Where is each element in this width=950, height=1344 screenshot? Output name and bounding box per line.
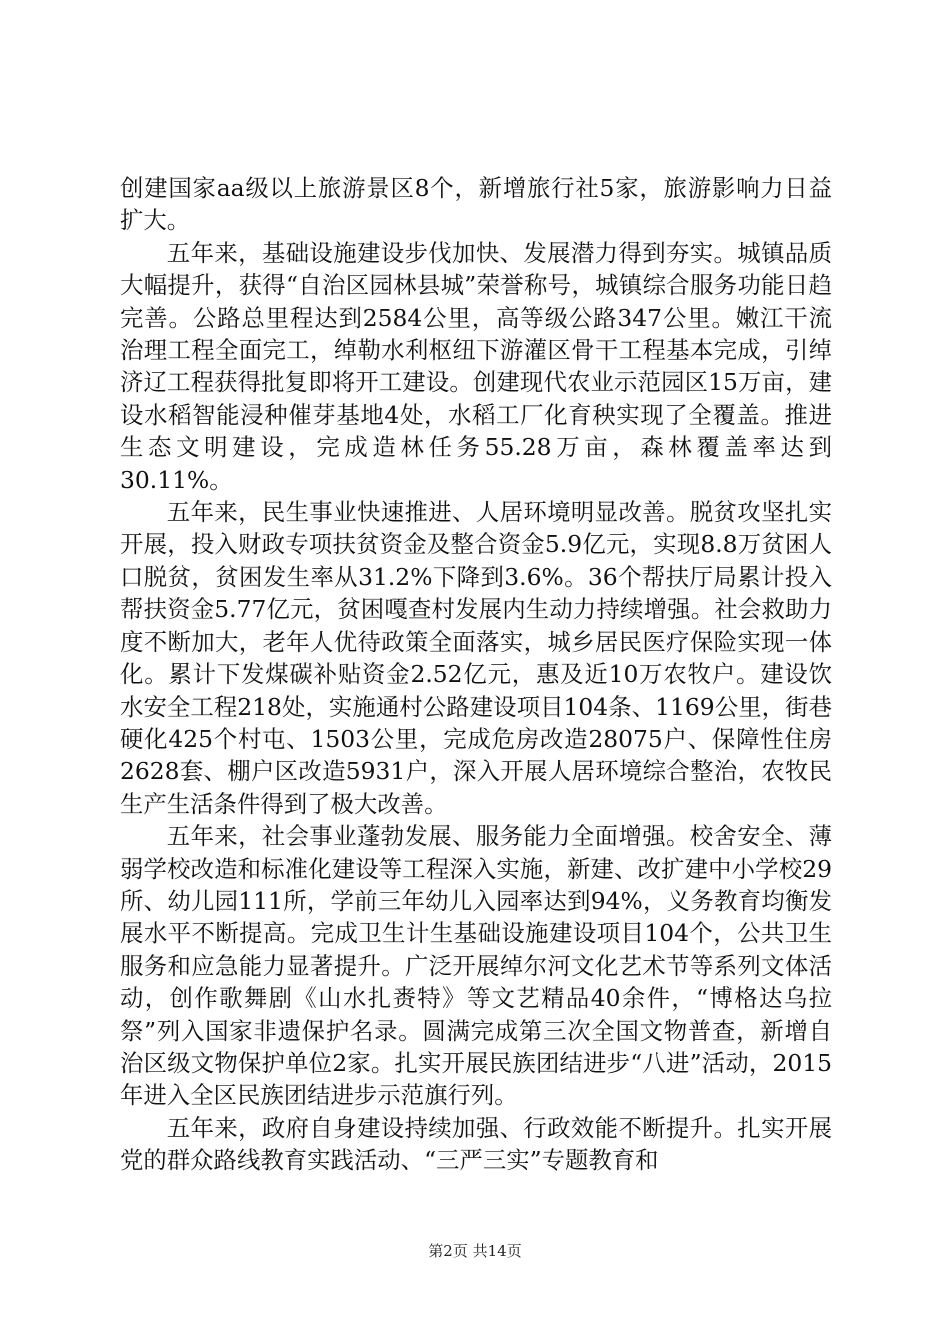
document-body xyxy=(120,172,832,1177)
paragraph-5: 五年来，政府自身建设持续加强、行政效能不断提升。扎实开展党的群众路线教育实践活动、“三严三实”专题教育和 xyxy=(120,1113,832,1175)
paragraph-1: 创建国家aa级以上旅游景区8个，新增旅行社5家，旅游影响力日益扩大。 xyxy=(120,174,832,235)
paragraph-4: 五年来，社会事业蓬勃发展、服务能力全面增强。校舍安全、薄弱学校改造和标准化建设等工程深入实施，新建、改扩建中小学校29所、幼儿园111所，学前三年幼儿入园率达到94%，义务教育均衡发展水平不断提高。完成卫生计生基础设施建设项目104个，公共卫生服务和应急能力显著提升。广泛开展绰尔河文化艺术节等系列文体活动，创作歌舞剧《山水扎赉特》等文艺精品40余件，“博格达乌拉祭”列入国家非遗保护名录。圆满完成第三次全国文物普查，新增自治区级文物保护单位2家。扎实开展民族团结进步“八进”活动，2015年进入全区民族团结进步示范旗行列。 xyxy=(120,822,832,1110)
paragraph-2: 五年来，基础设施建设步伐加快、发展潜力得到夯实。城镇品质大幅提升，获得“自治区园林县城”荣誉称号，城镇综合服务功能日趋完善。公路总里程达到2584公里，高等级公路347公里。嫩江干流治理工程全面完工，绰勒水利枢纽下游灌区骨干工程基本完成，引绰济辽工程获得批复即将开工建设。创建现代农业示范园区15万亩，建设水稻智能浸种催芽基地4处，水稻工厂化育秧实现了全覆盖。推进生态文明建设，完成造林任务55.28万亩，森林覆盖率达到30.11%。 xyxy=(120,238,832,494)
page-number-footer: 第2页 共14页 xyxy=(428,1242,522,1260)
paragraph-3: 五年来，民生事业快速推进、人居环境明显改善。脱贫攻坚扎实开展，投入财政专项扶贫资金及整合资金5.9亿元，实现8.8万贫困人口脱贫，贫困发生率从31.2%下降到3.6%。36个帮扶厅局累计投入帮扶资金5.77亿元，贫困嘎查村发展内生动力持续增强。社会救助力度不断加大，老年人优待政策全面落实，城乡居民医疗保险实现一体化。累计下发煤碳补贴资金2.52亿元，惠及近10万农牧户。建设饮水安全工程218处，实施通村公路建设项目104条、1169公里，街巷硬化425个村屯、1503公里，完成危房改造28075户、保障性住房2628套、棚户区改造5931户，深入开展人居环境综合整治，农牧民生产生活条件得到了极大改善。 xyxy=(120,498,832,818)
